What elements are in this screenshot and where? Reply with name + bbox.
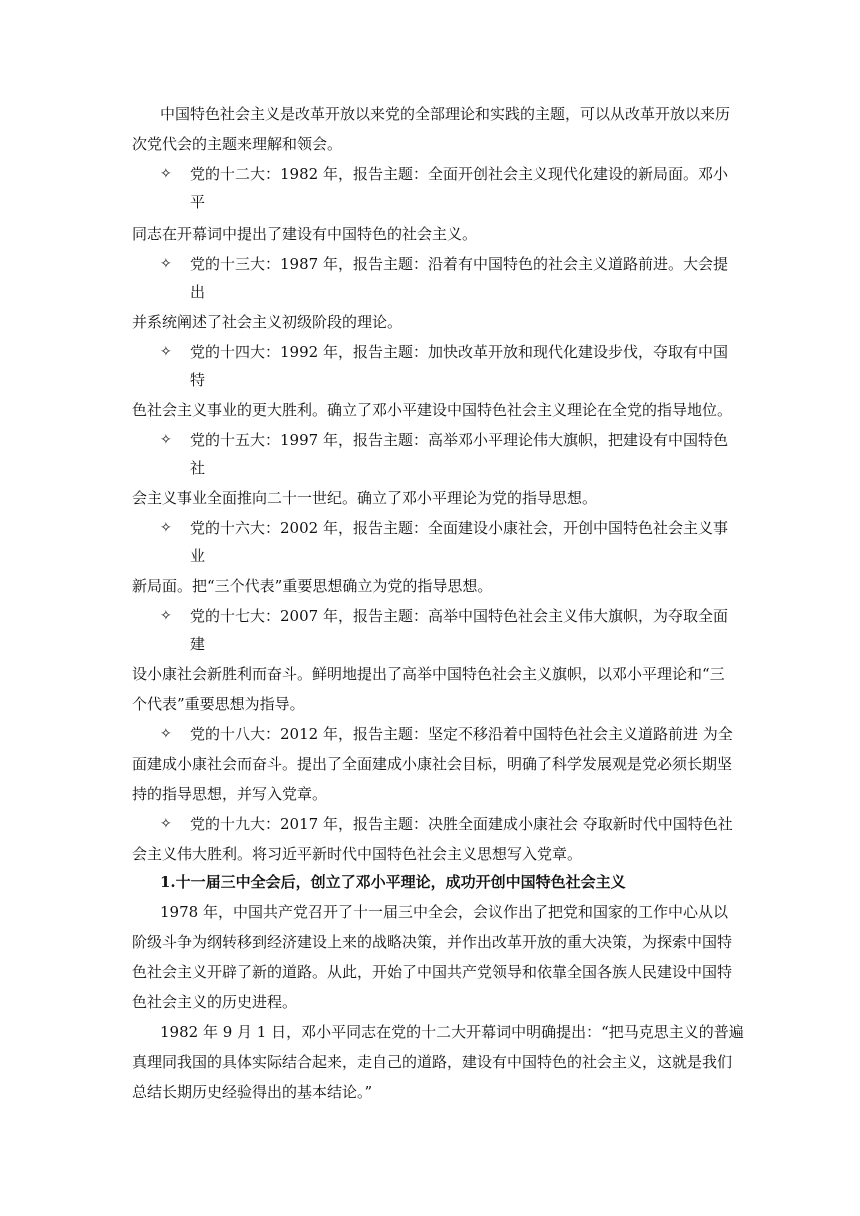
congress-12-line-3: 同志在开幕词中提出了建设有中国特色的社会主义。: [132, 225, 478, 243]
diamond-bullet-icon: ✧: [160, 726, 172, 742]
congress-19-line-1: 党的十九大：2017 年，报告主题：决胜全面建成小康社会 夺取新时代中国特色社: [190, 815, 733, 833]
intro-line-1: 中国特色社会主义是改革开放以来党的全部理论和实践的主题，可以从改革开放以来历: [160, 105, 731, 123]
congress-16-line-3: 新局面。把“三个代表”重要思想确立为党的指导思想。: [132, 577, 493, 595]
congress-14-line-1: 党的十四大：1992 年，报告主题：加快改革开放和现代化建设步伐，夺取有中国: [190, 343, 728, 361]
congress-18-line-3: 持的指导思想，并写入党章。: [132, 785, 328, 803]
congress-17-line-3: 设小康社会新胜利而奋斗。鲜明地提出了高举中国特色社会主义旗帜，以邓小平理论和“三: [132, 665, 725, 683]
diamond-bullet-icon: ✧: [160, 520, 172, 536]
congress-16-line-2: 业: [190, 547, 206, 565]
congress-12-line-1: 党的十二大：1982 年，报告主题：全面开创社会主义现代化建设的新局面。邓小: [190, 165, 728, 183]
congress-15-line-2: 社: [190, 459, 206, 477]
congress-14-line-2: 特: [190, 371, 206, 389]
congress-12-line-2: 平: [190, 193, 206, 211]
congress-19-line-2: 会主义伟大胜利。将习近平新时代中国特色社会主义思想写入党章。: [132, 845, 583, 863]
diamond-bullet-icon: ✧: [160, 344, 172, 360]
congress-18-line-1: 党的十八大：2012 年，报告主题：坚定不移沿着中国特色社会主义道路前进 为全: [190, 725, 733, 743]
para1-line-1: 1978 年，中国共产党召开了十一届三中全会，会议作出了把党和国家的工作中心从以: [160, 903, 728, 921]
section-heading: 1.十一届三中全会后，创立了邓小平理论，成功开创中国特色社会主义: [160, 873, 626, 891]
congress-14-line-3: 色社会主义事业的更大胜利。确立了邓小平建设中国特色社会主义理论在全党的指导地位。: [132, 401, 733, 419]
congress-13-line-3: 并系统阐述了社会主义初级阶段的理论。: [132, 313, 403, 331]
para2-line-2: 真理同我国的具体实际结合起来，走自己的道路，建设有中国特色的社会主义，这就是我们: [132, 1053, 733, 1071]
para2-line-3: 总结长期历史经验得出的基本结论。”: [132, 1083, 373, 1101]
diamond-bullet-icon: ✧: [160, 608, 172, 624]
diamond-bullet-icon: ✧: [160, 166, 172, 182]
diamond-bullet-icon: ✧: [160, 816, 172, 832]
diamond-bullet-icon: ✧: [160, 432, 172, 448]
congress-16-line-1: 党的十六大：2002 年，报告主题：全面建设小康社会，开创中国特色社会主义事: [190, 519, 728, 537]
congress-13-line-2: 出: [190, 283, 206, 301]
intro-line-2: 次党代会的主题来理解和领会。: [132, 135, 343, 153]
congress-13-line-1: 党的十三大：1987 年，报告主题：沿着有中国特色的社会主义道路前进。大会提: [190, 255, 728, 273]
para2-line-1: 1982 年 9 月 1 日，邓小平同志在党的十二大开幕词中明确提出：“把马克思主义的普遍: [160, 1023, 744, 1041]
congress-17-line-4: 个代表”重要思想为指导。: [132, 695, 305, 713]
congress-17-line-2: 建: [190, 635, 206, 653]
congress-15-line-1: 党的十五大：1997 年，报告主题：高举邓小平理论伟大旗帜，把建设有中国特色: [190, 431, 728, 449]
para1-line-2: 阶级斗争为纲转移到经济建设上来的战略决策，并作出改革开放的重大决策，为探索中国特: [132, 933, 733, 951]
congress-18-line-2: 面建成小康社会而奋斗。提出了全面建成小康社会目标，明确了科学发展观是党必须长期坚: [132, 755, 733, 773]
para1-line-4: 色社会主义的历史进程。: [132, 993, 298, 1011]
para1-line-3: 色社会主义开辟了新的道路。从此，开始了中国共产党领导和依靠全国各族人民建设中国特: [132, 963, 733, 981]
congress-15-line-3: 会主义事业全面推向二十一世纪。确立了邓小平理论为党的指导思想。: [132, 489, 598, 507]
diamond-bullet-icon: ✧: [160, 256, 172, 272]
congress-17-line-1: 党的十七大：2007 年，报告主题：高举中国特色社会主义伟大旗帜，为夺取全面: [190, 607, 728, 625]
